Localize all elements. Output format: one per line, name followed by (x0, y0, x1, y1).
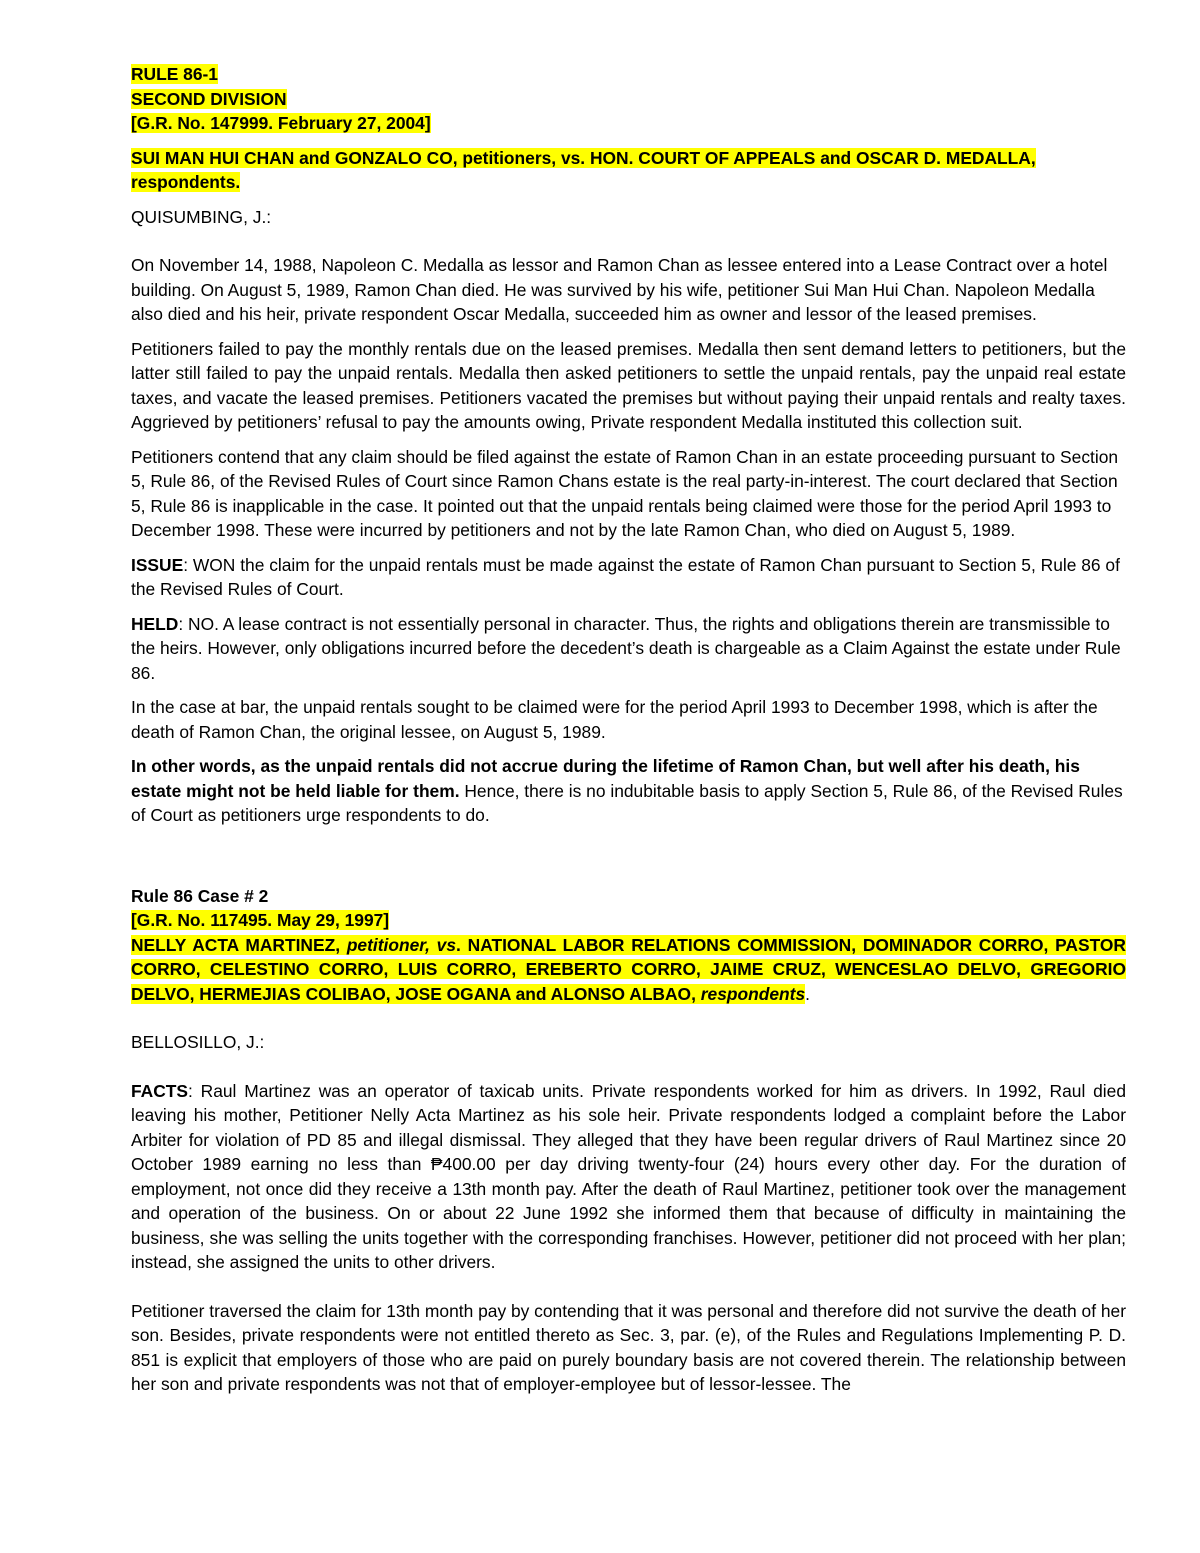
case1-paragraph-4: In the case at bar, the unpaid rentals sought to be claimed were for the period April 1993 to December 1998, which is after the death of Ramon Chan, the original lessee, on August 5, 1989. (131, 697, 1098, 742)
case2-gr-number: [G.R. No. 117495. May 29, 1997] (131, 910, 390, 930)
case1-paragraph-1: On November 14, 1988, Napoleon C. Medalla as lessor and Ramon Chan as lessee entered into a Lease Contract over a hotel building. On August 5, 1989, Ramon Chan died. He was survived by his wife, petitioner Sui Man Hui Chan. Napoleon Medalla also died and his heir, private respondent Oscar Medalla, succeeded him as owner and lessor of the leased premises. (131, 255, 1108, 324)
case2-facts (131, 1079, 1126, 1275)
case2-title-end: . (805, 983, 810, 1004)
case1-rule-label: RULE 86-1 (131, 64, 218, 84)
case1-gr-number: [G.R. No. 147999. February 27, 2004] (131, 113, 431, 133)
case1-held-text: : NO. A lease contract is not essentially personal in character. Thus, the rights and obligations therein are transmissible to the heirs. However, only obligations incurred before the decedent’s death is chargeable as a Claim Against the estate under Rule 86. (131, 613, 1121, 683)
case1-paragraph-2: Petitioners failed to pay the monthly rentals due on the leased premises. Medalla then sent demand letters to petitioners, but the latter still failed to pay the unpaid rentals. Medalla then asked petitioners to settle the unpaid rentals, pay the unpaid real estate taxes, and vacate the leased premises. Petitioners vacated the premises but without paying their unpaid rentals and realty taxes. Aggrieved by petitioners’ refusal to pay the amounts owing, Private respondent Medalla instituted this collection suit. (131, 338, 1126, 432)
case1-held-label: HELD (131, 613, 179, 634)
case1-paragraph-5-bold: In other words, as the unpaid rentals did not accrue during the lifetime of Ramon Chan, but well after his death, his estate might not be held liable for them. (131, 756, 1080, 801)
case1-paragraph-3: Petitioners contend that any claim should be filed against the estate of Ramon Chan in an estate proceeding pursuant to Section 5, Rule 86, of the Revised Rules of Court since Ramon Chans estate is the real party-in-interest. The court declared that Section 5, Rule 86 is inapplicable in the case. It pointed out that the unpaid rentals being claimed were those for the period April 1993 to December 1998. These were incurred by petitioners and not by the late Ramon Chan, who died on August 5, 1989. (131, 446, 1119, 540)
case1-paragraph-5 (131, 754, 1126, 828)
case2-justice: BELLOSILLO, J.: (131, 1032, 265, 1052)
case1-title-text: SUI MAN HUI CHAN and GONZALO CO, petitioners, vs. HON. COURT OF APPEALS and OSCAR D. MEDALLA, respondents. (131, 147, 1036, 192)
case2-title-part1: NELLY ACTA MARTINEZ, (131, 934, 347, 955)
case2-rule-label: Rule 86 Case # 2 (131, 885, 269, 906)
case2-facts-label: FACTS (131, 1080, 189, 1101)
case2-title-part2: . NATIONAL LABOR RELATIONS COMMISSION, DOMINADOR CORRO, PASTOR CORRO, CELESTINO CORRO, LUIS CORRO, EREBERTO CORRO, JAIME CRUZ, WENCESLAO DELVO, GREGORIO DELVO, HERMEJIAS COLIBAO, JOSE OGANA and ALONSO ALBAO, (131, 934, 1126, 1004)
case2-facts-text: : Raul Martinez was an operator of taxicab units. Private respondents worked for him as drivers. In 1992, Raul died leaving his mother, Petitioner Nelly Acta Martinez as his sole heir. Private respondents lodged a complaint before the Labor Arbiter for violation of PD 85 and illegal dismissal. They alleged that they have been regular drivers of Raul Martinez since 20 October 1989 earning no less than ₱400.00 per day driving twenty-four (24) hours every other day. For the duration of employment, not once did they receive a 13th month pay. After the death of Raul Martinez, petitioner took over the management and operation of the business. On or about 22 June 1992 she informed them that because of difficulty in maintaining the business, she was selling the units together with the corresponding franchises. However, petitioner did not proceed with her plan; instead, she assigned the units to other drivers. (131, 1080, 1126, 1272)
case1-header (131, 62, 1126, 136)
document-page (131, 62, 1126, 1397)
case1-issue (131, 553, 1126, 602)
case2-title-respondents: respondents (700, 983, 806, 1004)
case2-paragraph-2: Petitioner traversed the claim for 13th month pay by contending that it was personal and therefore did not survive the death of her son. Besides, private respondents were not entitled thereto as Sec. 3, par. (e), of the Rules and Regulations Implementing P. D. 851 is explicit that employers of those who are paid on purely boundary basis are not covered therein. The relationship between her son and private respondents was not that of employer-employee but of lessor-lessee. The (131, 1300, 1126, 1394)
case1-issue-text: : WON the claim for the unpaid rentals must be made against the estate of Ramon Chan pursuant to Section 5, Rule 86 of the Revised Rules of Court. (131, 554, 1120, 599)
case1-division: SECOND DIVISION (131, 88, 287, 109)
case1-held (131, 612, 1126, 686)
case2-title-petitioner: petitioner, vs (346, 934, 457, 955)
case1-title (131, 146, 1126, 195)
case1-issue-label: ISSUE (131, 554, 184, 575)
case1-paragraph-5-rest: Hence, there is no indubitable basis to apply Section 5, Rule 86, of the Revised Rules of Court as petitioners urge respondents to do. (131, 780, 1123, 825)
case1-justice: QUISUMBING, J.: (131, 206, 272, 227)
case2-header (131, 908, 1126, 1006)
